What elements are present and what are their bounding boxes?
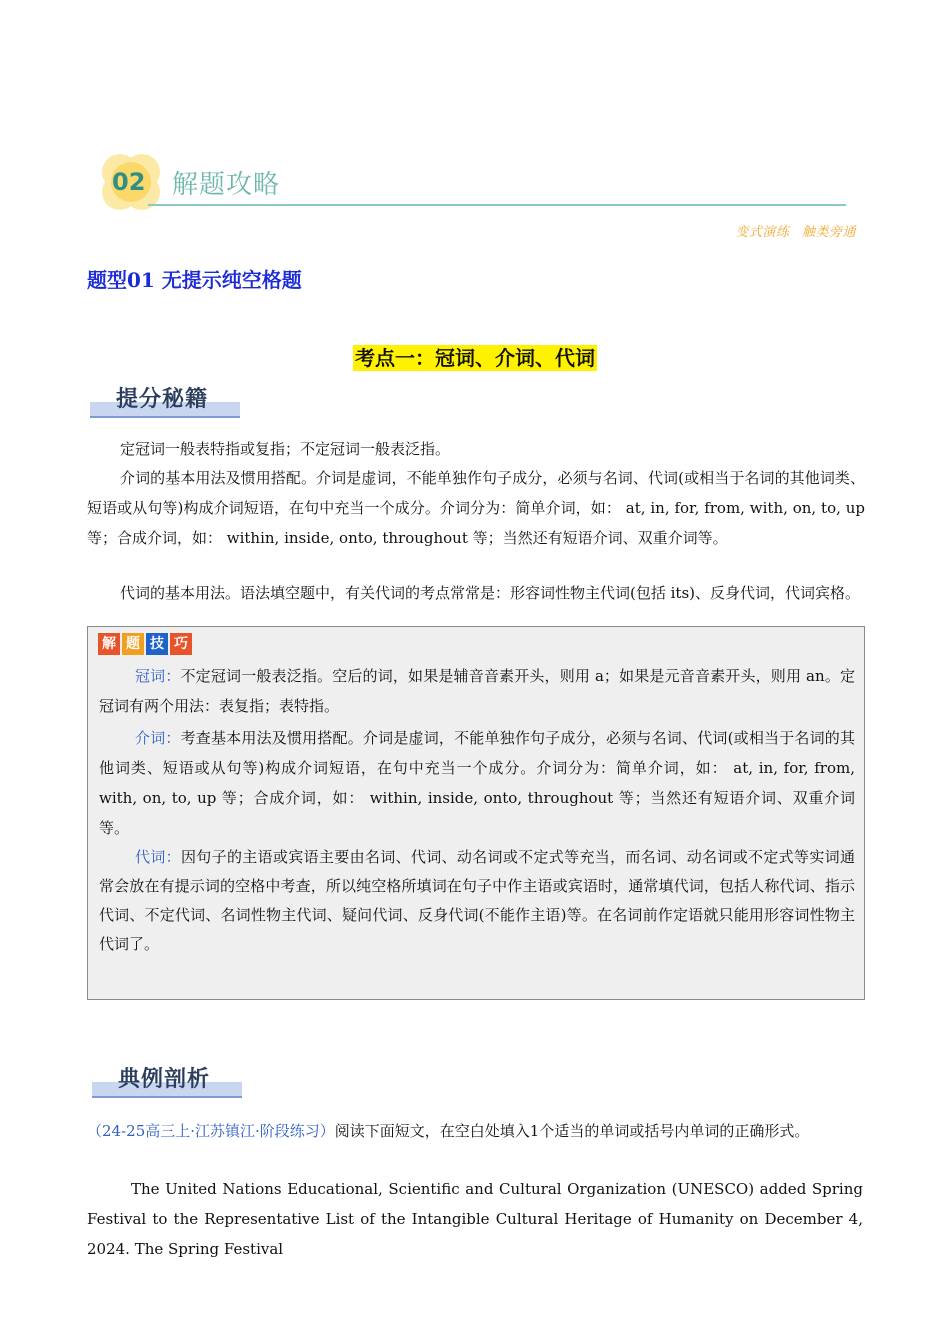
tips-heading-label: 提分秘籍 [116, 387, 209, 412]
tips-paragraph-pronouns: 代词的基本用法。语法填空题中，有关代词的考点常常是：形容词性物主代词(包括 its)、反身代词，代词宾格。 [120, 584, 861, 602]
section-divider [148, 204, 846, 206]
section-subtitle: 变式演练 触类旁通 [735, 225, 856, 240]
example-prompt [87, 1116, 865, 1146]
tip-text-prepositions: 考查基本用法及惯用搭配。介词是虚词，不能单独作句子成分，必须与名词、代词(或相当于名词的其他词类、短语或从句等)构成介词短语，在句中充当一个成分。介词分为：简单介词，如： at, in, for, from, with, on, to, up 等；合成介词，如： within, inside, onto, throughout 等；当然还有短语介词、双重介词等。 [99, 729, 855, 837]
example-passage: The United Nations Educational, Scientific and Cultural Organization (UNESCO) added Spring Festival to the Representative List of the Intangible Cultural Heritage of Humanity on December 4, 2024. The Spring Festival [87, 1180, 863, 1258]
tip-badge-2: 题 [122, 633, 144, 655]
tips-heading [90, 382, 240, 418]
tips-paragraph-articles: 定冠词一般表特指或复指；不定冠词一般表泛指。 [120, 440, 451, 458]
tips-heading-underline [90, 416, 240, 418]
question-type-heading: 题型01 无提示纯空格题 [87, 268, 302, 292]
problem-solving-tips-box [87, 626, 865, 1000]
tip-pronouns [99, 843, 855, 959]
tips-paragraph-prepositions: 介词的基本用法及惯用搭配。介词是虚词，不能单独作句子成分，必须与名词、代词(或相当于名词的其他词类、短语或从句等)构成介词短语，在句中充当一个成分。介词分为：简单介词，如： at, in, for, from, with, on, to, up 等；合成介词，如： within, inside, onto, throughout 等；当然还有短语介词、双重介词等。 [87, 469, 865, 547]
example-instruction: 阅读下面短文，在空白处填入1个适当的单词或括号内单词的正确形式。 [334, 1122, 810, 1140]
tip-label-prepositions: 介词： [135, 729, 181, 747]
tip-label-pronouns: 代词： [135, 848, 181, 866]
section-title: 解题攻略 [172, 170, 281, 200]
tip-badge-3: 技 [146, 633, 168, 655]
example-heading-underline [92, 1096, 242, 1098]
key-point-heading [0, 342, 950, 371]
tip-articles [99, 661, 855, 721]
example-source: （24-25高三上·江苏镇江·阶段练习） [87, 1122, 335, 1140]
key-point-text: 考点一：冠词、介词、代词 [355, 346, 595, 370]
example-heading-label: 典例剖析 [118, 1067, 211, 1092]
tip-prepositions [99, 723, 855, 843]
tip-badge-4: 巧 [170, 633, 192, 655]
example-heading [92, 1062, 242, 1098]
section-number: 02 [112, 168, 146, 196]
tip-label-articles: 冠词： [135, 667, 181, 685]
tip-badges [98, 633, 192, 655]
tip-text-articles: 不定冠词一般表泛指。空后的词，如果是辅音音素开头，则用 a；如果是元音音素开头，则用 an。定冠词有两个用法：表复指；表特指。 [99, 667, 855, 715]
tip-text-pronouns: 因句子的主语或宾语主要由名词、代词、动名词或不定式等充当，而名词、动名词或不定式等实词通常会放在有提示词的空格中考查，所以纯空格所填词在句子中作主语或宾语时，通常填代词，包括人称代词、指示代词、不定代词、名词性物主代词、疑问代词、反身代词(不能作主语)等。在名词前作定语就只能用形容词性物主代词了。 [99, 848, 855, 953]
tip-badge-1: 解 [98, 633, 120, 655]
